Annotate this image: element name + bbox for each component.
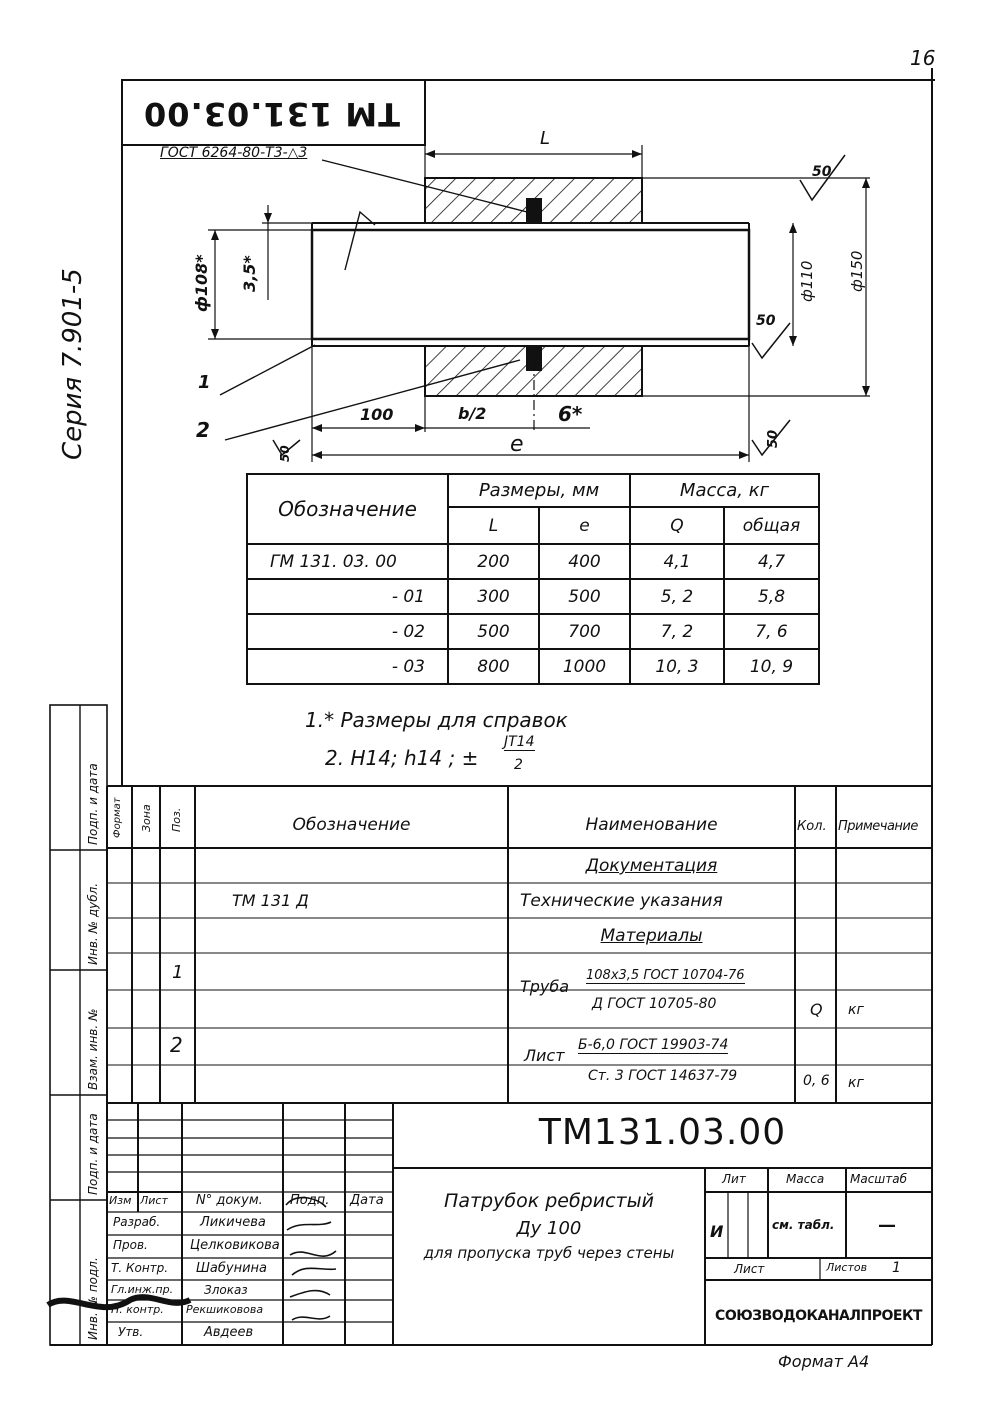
finish-50-left: 50	[278, 445, 292, 462]
pipe-section	[312, 223, 749, 346]
tb-role-2: Т. Контр.	[111, 1261, 169, 1275]
tb-role-4: Н. контр.	[111, 1303, 164, 1316]
dim-e-label: e	[510, 432, 524, 457]
dim-phi108-label: ф108*	[192, 254, 211, 312]
tb-role-0: Разраб.	[113, 1215, 161, 1229]
series-label: Серия 7.901-5	[58, 268, 88, 460]
tb-list-label: Лист	[734, 1262, 765, 1276]
size-col-designation: Обозначение	[247, 474, 448, 544]
spec-item2-note: кг	[848, 1075, 864, 1091]
size-col-total: общая	[724, 507, 819, 544]
leader-2-label: 2	[196, 418, 210, 442]
spec-col-zone: Зона	[140, 804, 153, 832]
dim-phi150-label: ф150	[848, 250, 866, 292]
tb-massa-value: см. табл.	[772, 1218, 835, 1232]
finish-50-bottom: 50	[766, 429, 781, 448]
rib-top	[527, 199, 541, 223]
tb-organization: СОЮЗВОДОКАНАЛПРОЕКТ	[715, 1308, 922, 1324]
spec-col-name: Наименование	[585, 815, 718, 835]
size-col-Q: Q	[630, 507, 724, 544]
finish-50-mid: 50	[756, 313, 776, 329]
size-group-mass: Масса, кг	[630, 474, 819, 507]
spec-item1-name: Труба	[520, 977, 570, 996]
page-number: 16	[910, 46, 936, 70]
size-col-e: e	[539, 507, 630, 544]
title-line-3: для пропуска труб через стены	[423, 1244, 675, 1262]
spec-section-docs: Документация	[585, 856, 718, 876]
side-podp-data-2: Подп. и дата	[86, 763, 100, 845]
spec-col-format: Формат	[112, 797, 123, 838]
tb-head-list: Лист	[140, 1194, 168, 1207]
spec-doc-name: Технические указания	[520, 891, 723, 911]
spec-section-materials: Материалы	[600, 926, 703, 946]
tb-lit-value: И	[710, 1222, 724, 1241]
size-group-sizes: Размеры, мм	[448, 474, 630, 507]
format-label: Формат А4	[778, 1352, 870, 1371]
spec-col-note: Примечание	[838, 819, 918, 834]
note-2: 2. H14; h14 ; ±	[325, 746, 479, 770]
table-row: - 01 300 500 5, 2 5,8	[247, 579, 819, 614]
side-inv-podl: Инв. № подл.	[86, 1257, 100, 1340]
table-row: - 02 500 700 7, 2 7, 6	[247, 614, 819, 649]
tb-role-1: Пров.	[113, 1238, 148, 1252]
tb-name-2: Шабунина	[196, 1261, 267, 1276]
tb-listov-value: 1	[892, 1260, 901, 1276]
note-1: 1.* Размеры для справок	[305, 708, 568, 732]
tb-lit-label: Лит	[722, 1172, 746, 1186]
spec-col-pos: Поз.	[170, 807, 183, 832]
spec-item2-name: Лист	[524, 1046, 565, 1065]
title-line-1: Патрубок ребристый	[444, 1190, 654, 1212]
spec-item2-pos: 2	[170, 1033, 183, 1057]
size-col-L: L	[448, 507, 539, 544]
tb-listov-label: Листов	[826, 1261, 868, 1274]
tb-name-5: Авдеев	[204, 1325, 254, 1340]
dim-b-star-label: 6*	[558, 402, 583, 426]
tb-masshtab-label: Масштаб	[850, 1172, 908, 1186]
tb-head-izm: Изм	[109, 1194, 132, 1207]
dim-b-half-label: b/2	[458, 404, 487, 423]
tb-name-3: Злоказ	[204, 1283, 248, 1297]
dim-100-label: 100	[360, 405, 394, 424]
spec-item1-note: кг	[848, 1002, 864, 1018]
dim-3-5-label: 3,5*	[240, 255, 259, 292]
note-2-frac-top: JT14	[504, 734, 535, 750]
tb-masshtab-value: —	[878, 1215, 896, 1236]
finish-50-top: 50	[812, 164, 832, 180]
spec-doc-designation: ТМ 131 Д	[232, 891, 309, 910]
tb-head-ndokum: N° докум.	[196, 1193, 263, 1208]
tb-role-3: Гл.инж.пр.	[111, 1283, 174, 1296]
spec-item2-bottom: Ст. 3 ГОСТ 14637-79	[588, 1068, 738, 1084]
dim-phi110-label: ф110	[798, 260, 816, 302]
spec-item1-pos: 1	[172, 962, 184, 983]
gost-callout: ГОСТ 6264-80-Т3-△3	[160, 145, 308, 161]
tb-name-0: Ликичева	[200, 1215, 266, 1230]
spec-item1-qty: Q	[810, 1000, 823, 1019]
tb-head-podp: Подп.	[290, 1193, 330, 1208]
side-inv-dubl: Инв. № дубл.	[86, 882, 100, 965]
table-row: - 03 800 1000 10, 3 10, 9	[247, 649, 819, 684]
title-block-code: ТМ131.03.00	[538, 1112, 787, 1153]
signatures	[286, 1198, 336, 1320]
spec-item2-qty: 0, 6	[803, 1073, 830, 1089]
title-line-2: Ду 100	[516, 1218, 582, 1239]
tb-massa-label: Масса	[786, 1172, 825, 1186]
side-podp-data-1: Подп. и дата	[86, 1113, 100, 1195]
tb-head-data: Дата	[350, 1193, 384, 1208]
leader-1-label: 1	[198, 372, 211, 393]
tb-name-1: Целковикова	[190, 1238, 280, 1253]
spec-item1-top: 108х3,5 ГОСТ 10704-76	[586, 968, 745, 983]
tb-name-4: Рекшиковова	[186, 1303, 264, 1316]
spec-item2-top: Б-6,0 ГОСТ 19903-74	[578, 1037, 729, 1053]
size-table	[246, 473, 820, 685]
dim-L-label: L	[540, 128, 551, 149]
table-row: ГМ 131. 03. 00 200 400 4,1 4,7	[247, 544, 819, 579]
note-2-frac-bottom: 2	[514, 757, 523, 773]
spec-col-designation: Обозначение	[292, 815, 411, 835]
spec-item1-bottom: Д ГОСТ 10705-80	[592, 996, 717, 1012]
code-stamp-rotated: TM 131.03.00	[143, 95, 400, 133]
spec-col-qty: Кол.	[797, 819, 827, 834]
side-vzam-inv: Взам. инв. №	[86, 1008, 100, 1090]
tb-role-5: Утв.	[118, 1325, 144, 1339]
